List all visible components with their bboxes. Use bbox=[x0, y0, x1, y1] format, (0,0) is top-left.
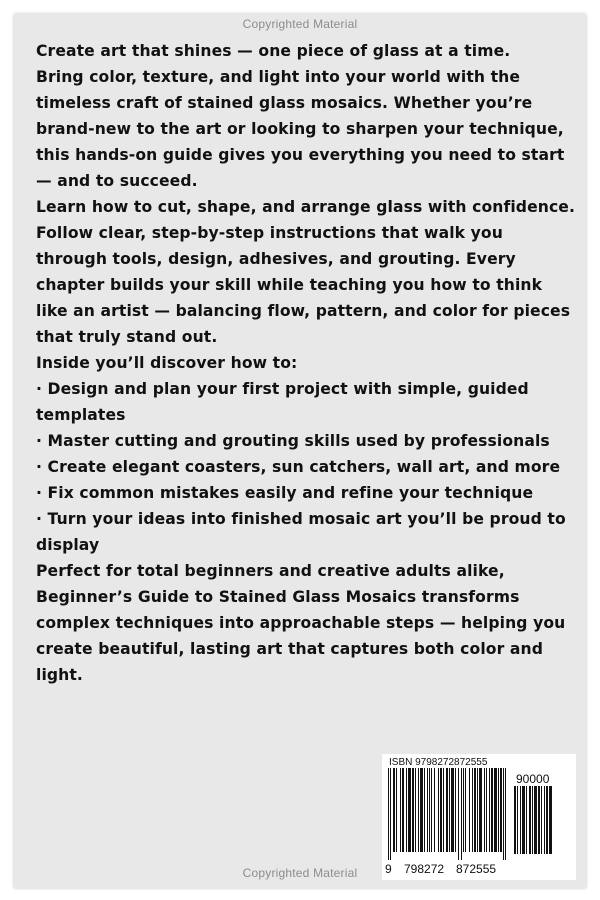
bullet-item: · Fix common mistakes easily and refine your technique bbox=[36, 484, 534, 502]
barcode-bar bbox=[503, 768, 504, 860]
barcode-bar bbox=[491, 768, 493, 852]
barcode-bar bbox=[415, 768, 416, 852]
barcode-bar bbox=[494, 768, 497, 852]
barcode-bar bbox=[538, 786, 540, 854]
barcode-bar bbox=[449, 768, 450, 852]
barcode-bar bbox=[520, 786, 521, 854]
watermark-top: Copyrighted Material bbox=[242, 17, 358, 31]
barcode-digits-right: 872555 bbox=[456, 862, 497, 876]
barcode-bar bbox=[431, 768, 432, 852]
barcode-bar bbox=[534, 786, 537, 854]
barcode-bar bbox=[479, 768, 482, 852]
bullet-item: · Turn your ideas into finished mosaic art you’ll be proud to display bbox=[36, 510, 566, 554]
barcode-bar bbox=[486, 768, 487, 852]
barcode-bar bbox=[434, 768, 435, 852]
barcode-bars bbox=[388, 768, 512, 864]
barcode-bar bbox=[549, 786, 552, 854]
barcode-bar bbox=[532, 786, 533, 854]
barcode-bar bbox=[400, 768, 401, 852]
barcode-bar bbox=[396, 768, 397, 852]
barcode-bar bbox=[458, 768, 459, 860]
closing-paragraph: Perfect for total beginners and creative adults alike, Beginner’s Guide to Stained Glass Mosaics transforms complex techniques into approachable steps — helping you create beautiful, lasting art that captures both color and light. bbox=[36, 562, 566, 684]
barcode-bar bbox=[393, 768, 395, 852]
barcode-bar bbox=[402, 768, 404, 852]
isbn-label: ISBN 9798272872555 bbox=[389, 757, 488, 768]
barcode-bar bbox=[408, 768, 411, 852]
barcode-bar bbox=[455, 768, 456, 852]
barcode-bar bbox=[529, 786, 531, 854]
barcode-bar bbox=[451, 768, 454, 852]
barcode-bar bbox=[472, 768, 473, 852]
barcode-bar bbox=[514, 786, 516, 854]
bullet-item: · Create elegant coasters, sun catchers, wall art, and more bbox=[36, 458, 561, 476]
barcode-bar bbox=[477, 768, 478, 852]
barcode-bar bbox=[440, 768, 442, 852]
barcode-bar bbox=[420, 768, 423, 852]
barcode-bar bbox=[544, 786, 545, 854]
barcode-bar bbox=[474, 768, 476, 852]
barcode-bar bbox=[505, 768, 506, 860]
barcode-bar bbox=[500, 768, 502, 852]
barcode-bar bbox=[438, 768, 439, 852]
barcode-bar bbox=[446, 768, 448, 852]
barcode-bar bbox=[465, 768, 466, 852]
bullet-item: · Design and plan your first project with simple, guided templates bbox=[36, 380, 529, 424]
barcode-bar bbox=[522, 786, 525, 854]
barcode-bar bbox=[484, 768, 485, 852]
barcode-bar bbox=[429, 768, 430, 852]
barcode-bar bbox=[427, 768, 428, 852]
barcode-bar bbox=[406, 768, 407, 852]
barcode-bar bbox=[546, 786, 548, 854]
barcode-bar bbox=[489, 768, 490, 852]
bullet-item: · Master cutting and grouting skills used by professionals bbox=[36, 432, 550, 450]
barcode-bar bbox=[390, 768, 391, 860]
watermark-bottom: Copyrighted Material bbox=[242, 866, 358, 880]
price-barcode-bars bbox=[514, 786, 570, 862]
barcode-bar bbox=[461, 768, 462, 860]
barcode-bar bbox=[469, 768, 470, 852]
barcode-bar bbox=[517, 786, 518, 854]
barcode-bar bbox=[463, 768, 464, 852]
list-heading: Inside you’ll discover how to: bbox=[36, 354, 298, 372]
learn-paragraph: Learn how to cut, shape, and arrange glass with confidence. Follow clear, step-by-step instructions that walk you through tools, design, adhesives, and grouting. Every chapter builds your skill while teaching you how to think like an artist — balancing flow, pattern, and color for pieces that truly stand out. bbox=[36, 198, 575, 346]
intro-paragraph: Bring color, texture, and light into your world with the timeless craft of stained glass mosaics. Whether you’re brand-new to the art or looking to sharpen your technique, this hands-on guide gives you everything you need to start — and to succeed. bbox=[36, 68, 565, 190]
blurb-text bbox=[36, 38, 576, 688]
barcode-bar bbox=[424, 768, 425, 852]
barcode-digit-lead: 9 bbox=[385, 862, 392, 876]
tagline: Create art that shines — one piece of glass at a time. bbox=[36, 42, 511, 60]
barcode-bar bbox=[498, 768, 499, 852]
barcode-bar bbox=[541, 786, 542, 854]
barcode-bar bbox=[418, 768, 419, 852]
barcode-bar bbox=[443, 768, 444, 852]
price-code: 90000 bbox=[516, 772, 550, 786]
barcode-bar bbox=[388, 768, 389, 860]
barcode-digits-left: 798272 bbox=[404, 862, 445, 876]
isbn-barcode-box bbox=[382, 754, 576, 880]
barcode-bar bbox=[526, 786, 527, 854]
barcode-bar bbox=[412, 768, 414, 852]
